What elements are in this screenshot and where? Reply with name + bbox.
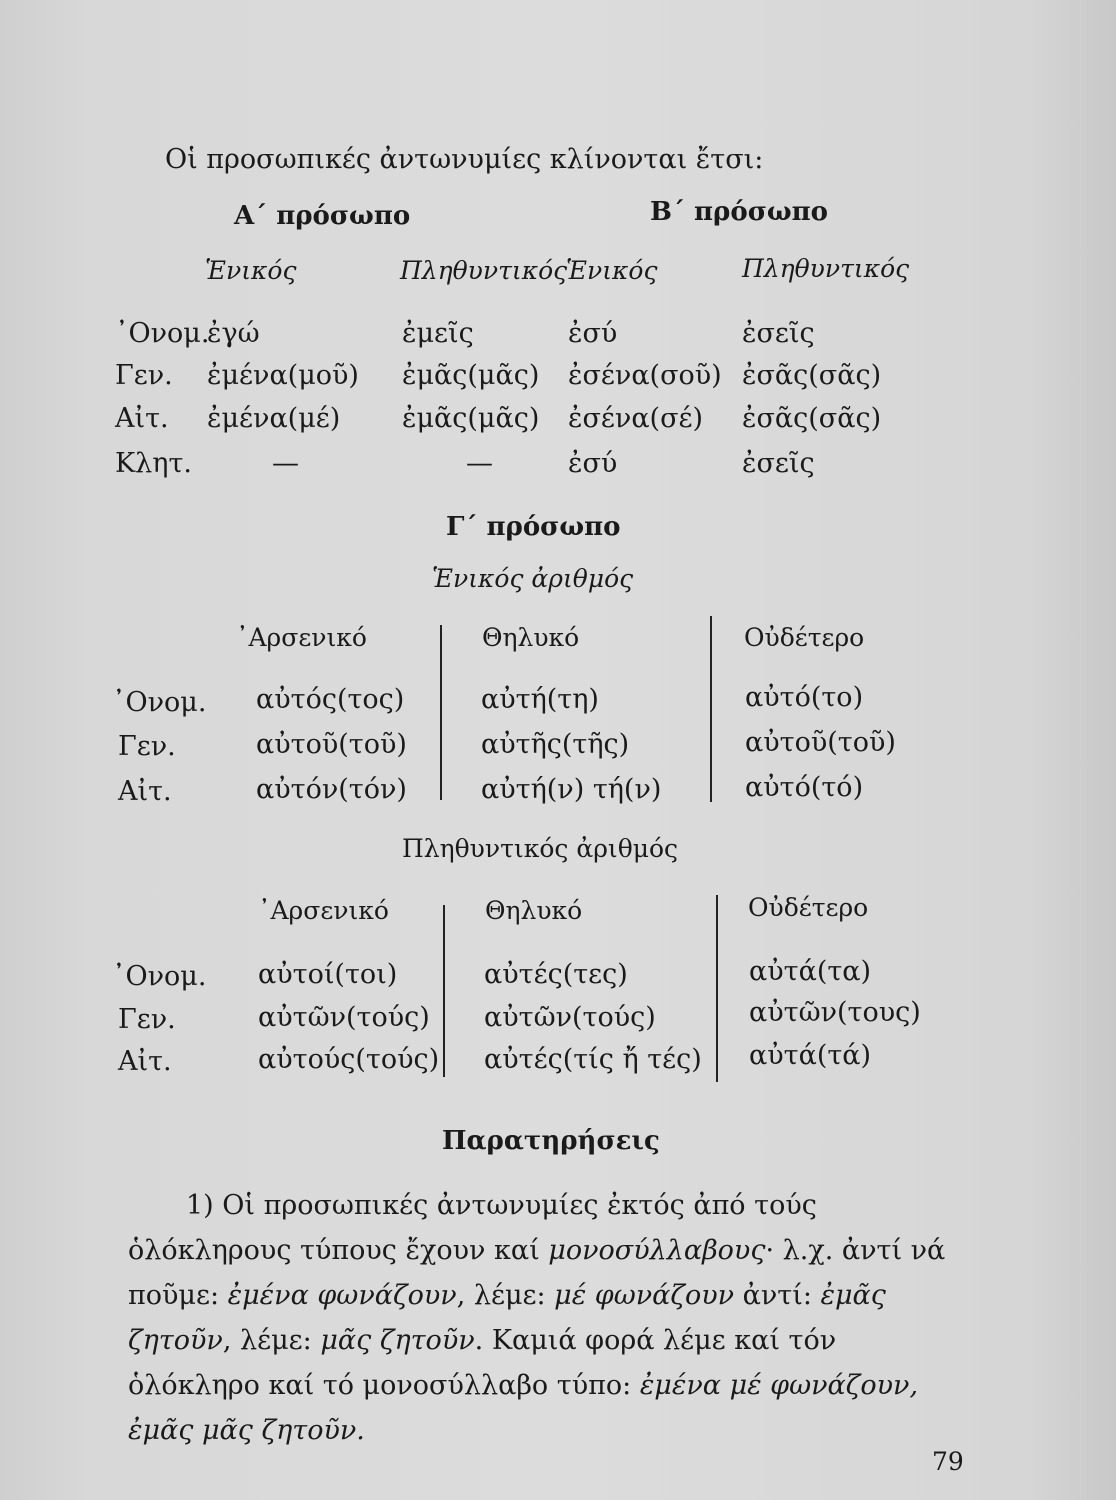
note-emphasis: μᾶς ζητοῦν xyxy=(320,1325,475,1356)
note-emphasis: ἐμένα φωνάζουν xyxy=(227,1280,457,1311)
note-text: · λ.χ. ἀντί νά ποῦμε: xyxy=(128,1235,946,1311)
table-cell: αὐτή(ν) τή(ν) xyxy=(481,774,662,805)
note-emphasis: ἐμένα μέ φωνάζουν, ἐμᾶς μᾶς ζητοῦν. xyxy=(128,1370,919,1446)
masculine-header: ᾿Αρσενικό xyxy=(258,896,389,925)
table-cell: αὐτῆς(τῆς) xyxy=(481,729,630,760)
note-text: ἀντί: xyxy=(734,1280,821,1311)
table-cell: ἐγώ xyxy=(207,318,260,349)
table-cell: ἐσᾶς(σᾶς) xyxy=(742,360,882,391)
table-cell: ἐσύ xyxy=(568,448,618,479)
note-text: , λέμε: xyxy=(222,1325,321,1356)
note-text: , λέμε: xyxy=(456,1280,555,1311)
table-cell: αὐτά(τά) xyxy=(749,1040,872,1071)
person-c-heading: Γ΄ πρόσωπο xyxy=(446,512,621,542)
neuter-header: Οὐδέτερο xyxy=(744,623,865,652)
table-cell: ἐμένα(μέ) xyxy=(207,403,341,434)
note-emphasis: μέ φωνάζουν xyxy=(554,1280,735,1311)
column-divider xyxy=(443,905,445,1077)
table-cell: αὐτό(το) xyxy=(745,682,864,713)
case-label: Γεν. xyxy=(118,1004,176,1035)
masculine-header: ᾿Αρσενικό xyxy=(236,623,367,652)
note-emphasis: ἐμᾶς ζητοῦν xyxy=(128,1280,886,1356)
table-cell: αὐτό(τό) xyxy=(745,772,864,803)
table-cell: αὐτή(τη) xyxy=(481,684,599,715)
table-cell: — xyxy=(466,448,493,479)
page-number: 79 xyxy=(932,1447,964,1476)
table-cell: ἐμένα(μοῦ) xyxy=(207,360,359,391)
table-cell: αὐτῶν(τους) xyxy=(749,997,921,1028)
column-divider xyxy=(710,616,712,802)
table-cell: αὐτές(τίς ἤ τές) xyxy=(484,1044,702,1075)
table-cell: ἐσεῖς xyxy=(742,448,815,479)
table-cell: αὐτούς(τούς) xyxy=(258,1044,440,1075)
note-emphasis: μονοσύλλαβους xyxy=(548,1235,766,1266)
case-label: Αἰτ. xyxy=(118,776,172,807)
table-cell: ἐσᾶς(σᾶς) xyxy=(742,403,882,434)
table-cell: αὐτά(τα) xyxy=(749,956,872,987)
note-text: 1) Οἱ προσωπικές ἀντωνυμίες ἐκτός ἀπό τούς ὁλόκληρους τύπους ἔχουν καί xyxy=(128,1190,817,1266)
table-cell: ἐσένα(σοῦ) xyxy=(568,360,722,391)
person-b-heading: Β΄ πρόσωπο xyxy=(650,197,828,227)
notes-paragraph xyxy=(128,1183,968,1453)
person-a-singular-header: Ἑνικός xyxy=(205,256,297,285)
table-cell: ἐσένα(σέ) xyxy=(568,403,704,434)
case-label: Γεν. xyxy=(115,360,173,391)
column-divider xyxy=(440,625,442,800)
case-label: ᾿Ονομ. xyxy=(112,687,207,718)
note-text: . Καμιά φορά λέμε καί τόν ὁλόκληρο καί τό μονοσύλλαβο τύπο: xyxy=(128,1325,837,1401)
person-b-singular-header: Ἑνικός xyxy=(566,256,658,285)
intro-text: Οἱ προσωπικές ἀντωνυμίες κλίνονται ἔτσι: xyxy=(165,144,764,175)
notes-heading: Παρατηρήσεις xyxy=(442,1126,660,1156)
table-cell: — xyxy=(272,448,299,479)
person-a-heading: Α΄ πρόσωπο xyxy=(234,201,411,231)
person-b-plural-header: Πληθυντικός xyxy=(742,254,910,283)
case-label: ᾿Ονομ. xyxy=(115,318,210,349)
table-cell: αὐτές(τες) xyxy=(484,959,628,990)
table-cell: ἐσεῖς xyxy=(742,318,815,349)
table-cell: αὐτοῦ(τοῦ) xyxy=(256,729,407,760)
feminine-header: Θηλυκό xyxy=(485,896,583,925)
table-cell: ἐμᾶς(μᾶς) xyxy=(402,360,540,391)
case-label: ᾿Ονομ. xyxy=(112,961,207,992)
table-cell: αὐτῶν(τούς) xyxy=(484,1002,656,1033)
case-label: Κλητ. xyxy=(115,448,192,479)
plural-number-title: Πληθυντικός ἀριθμός xyxy=(402,834,679,863)
table-cell: αὐτός(τος) xyxy=(256,684,405,715)
table-cell: ἐμᾶς(μᾶς) xyxy=(402,403,540,434)
case-label: Αἰτ. xyxy=(118,1046,172,1077)
person-a-plural-header: Πληθυντικός xyxy=(400,256,568,285)
table-cell: ἐμεῖς xyxy=(402,318,474,349)
feminine-header: Θηλυκό xyxy=(482,623,580,652)
table-cell: αὐτοί(τοι) xyxy=(258,959,398,990)
table-cell: αὐτοῦ(τοῦ) xyxy=(745,727,896,758)
table-cell: αὐτόν(τόν) xyxy=(256,774,407,805)
table-cell: αὐτῶν(τούς) xyxy=(258,1002,430,1033)
table-cell: ἐσύ xyxy=(568,318,618,349)
case-label: Γεν. xyxy=(118,731,176,762)
case-label: Αἰτ. xyxy=(115,403,169,434)
column-divider xyxy=(716,895,718,1082)
neuter-header: Οὐδέτερο xyxy=(748,893,869,922)
singular-number-title: Ἑνικός ἀριθμός xyxy=(432,564,634,593)
